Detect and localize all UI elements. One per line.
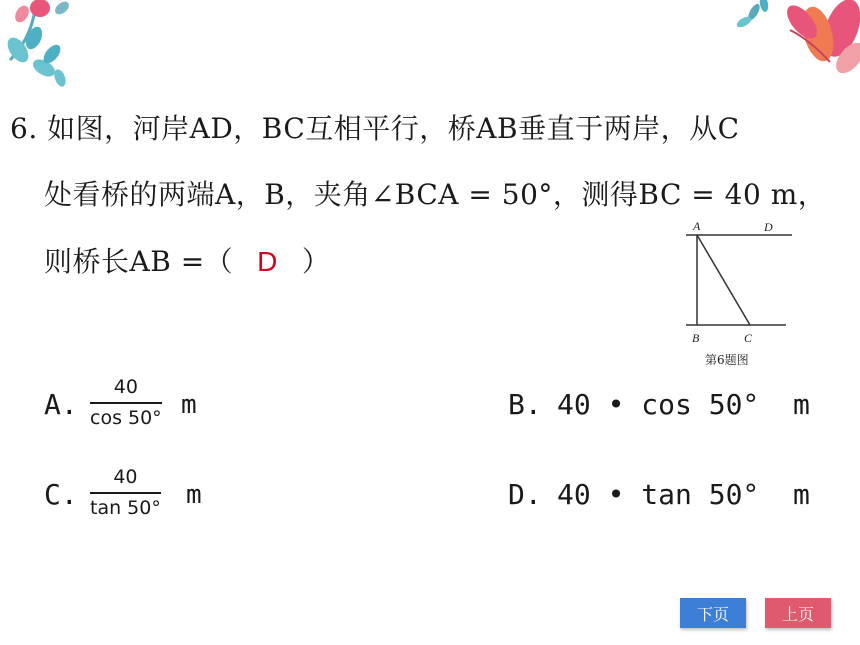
option-c-denominator: tan 50°: [90, 497, 161, 519]
decorative-leaves-top-right: [730, 0, 860, 80]
option-c-fraction: [90, 468, 161, 518]
previous-page-button[interactable]: 上页: [765, 598, 831, 628]
option-b-label: B.: [508, 388, 542, 421]
option-c-label: C.: [44, 478, 78, 511]
option-c-unit: m: [186, 480, 202, 510]
decorative-leaves-top-left: [0, 0, 90, 90]
option-a-fraction: [90, 378, 162, 428]
point-label-c: C: [744, 331, 753, 345]
sight-line-ca: [697, 235, 750, 325]
question-line-3-suffix: ）: [301, 245, 331, 278]
option-b-text: 40 • cos 50° m: [557, 388, 810, 421]
option-d-text: 40 • tan 50° m: [557, 478, 810, 511]
figure-caption: 第6题图: [705, 353, 749, 367]
option-a-label: A.: [44, 388, 78, 421]
question-line-3-prefix: 则桥长AB =（: [44, 245, 234, 278]
option-a-unit: m: [181, 390, 197, 420]
point-label-a: A: [693, 219, 701, 233]
point-label-d: D: [764, 220, 773, 234]
option-c-numerator: 40: [113, 466, 138, 488]
next-page-button[interactable]: 下页: [680, 598, 746, 628]
question-line-1: 6. 如图，河岸AD，BC互相平行，桥AB垂直于两岸，从C: [10, 112, 740, 145]
option-a-numerator: 40: [113, 376, 138, 398]
question-line-2: 处看桥的两端A，B，夹角∠BCA = 50°，测得BC = 40 m，: [44, 178, 827, 211]
bridge-figure: [680, 215, 810, 370]
question-line-3: [44, 240, 330, 280]
option-d-label: D.: [508, 478, 542, 511]
point-label-b: B: [692, 331, 700, 345]
answer-choice: D: [257, 246, 278, 277]
option-a-denominator: cos 50°: [90, 407, 162, 429]
